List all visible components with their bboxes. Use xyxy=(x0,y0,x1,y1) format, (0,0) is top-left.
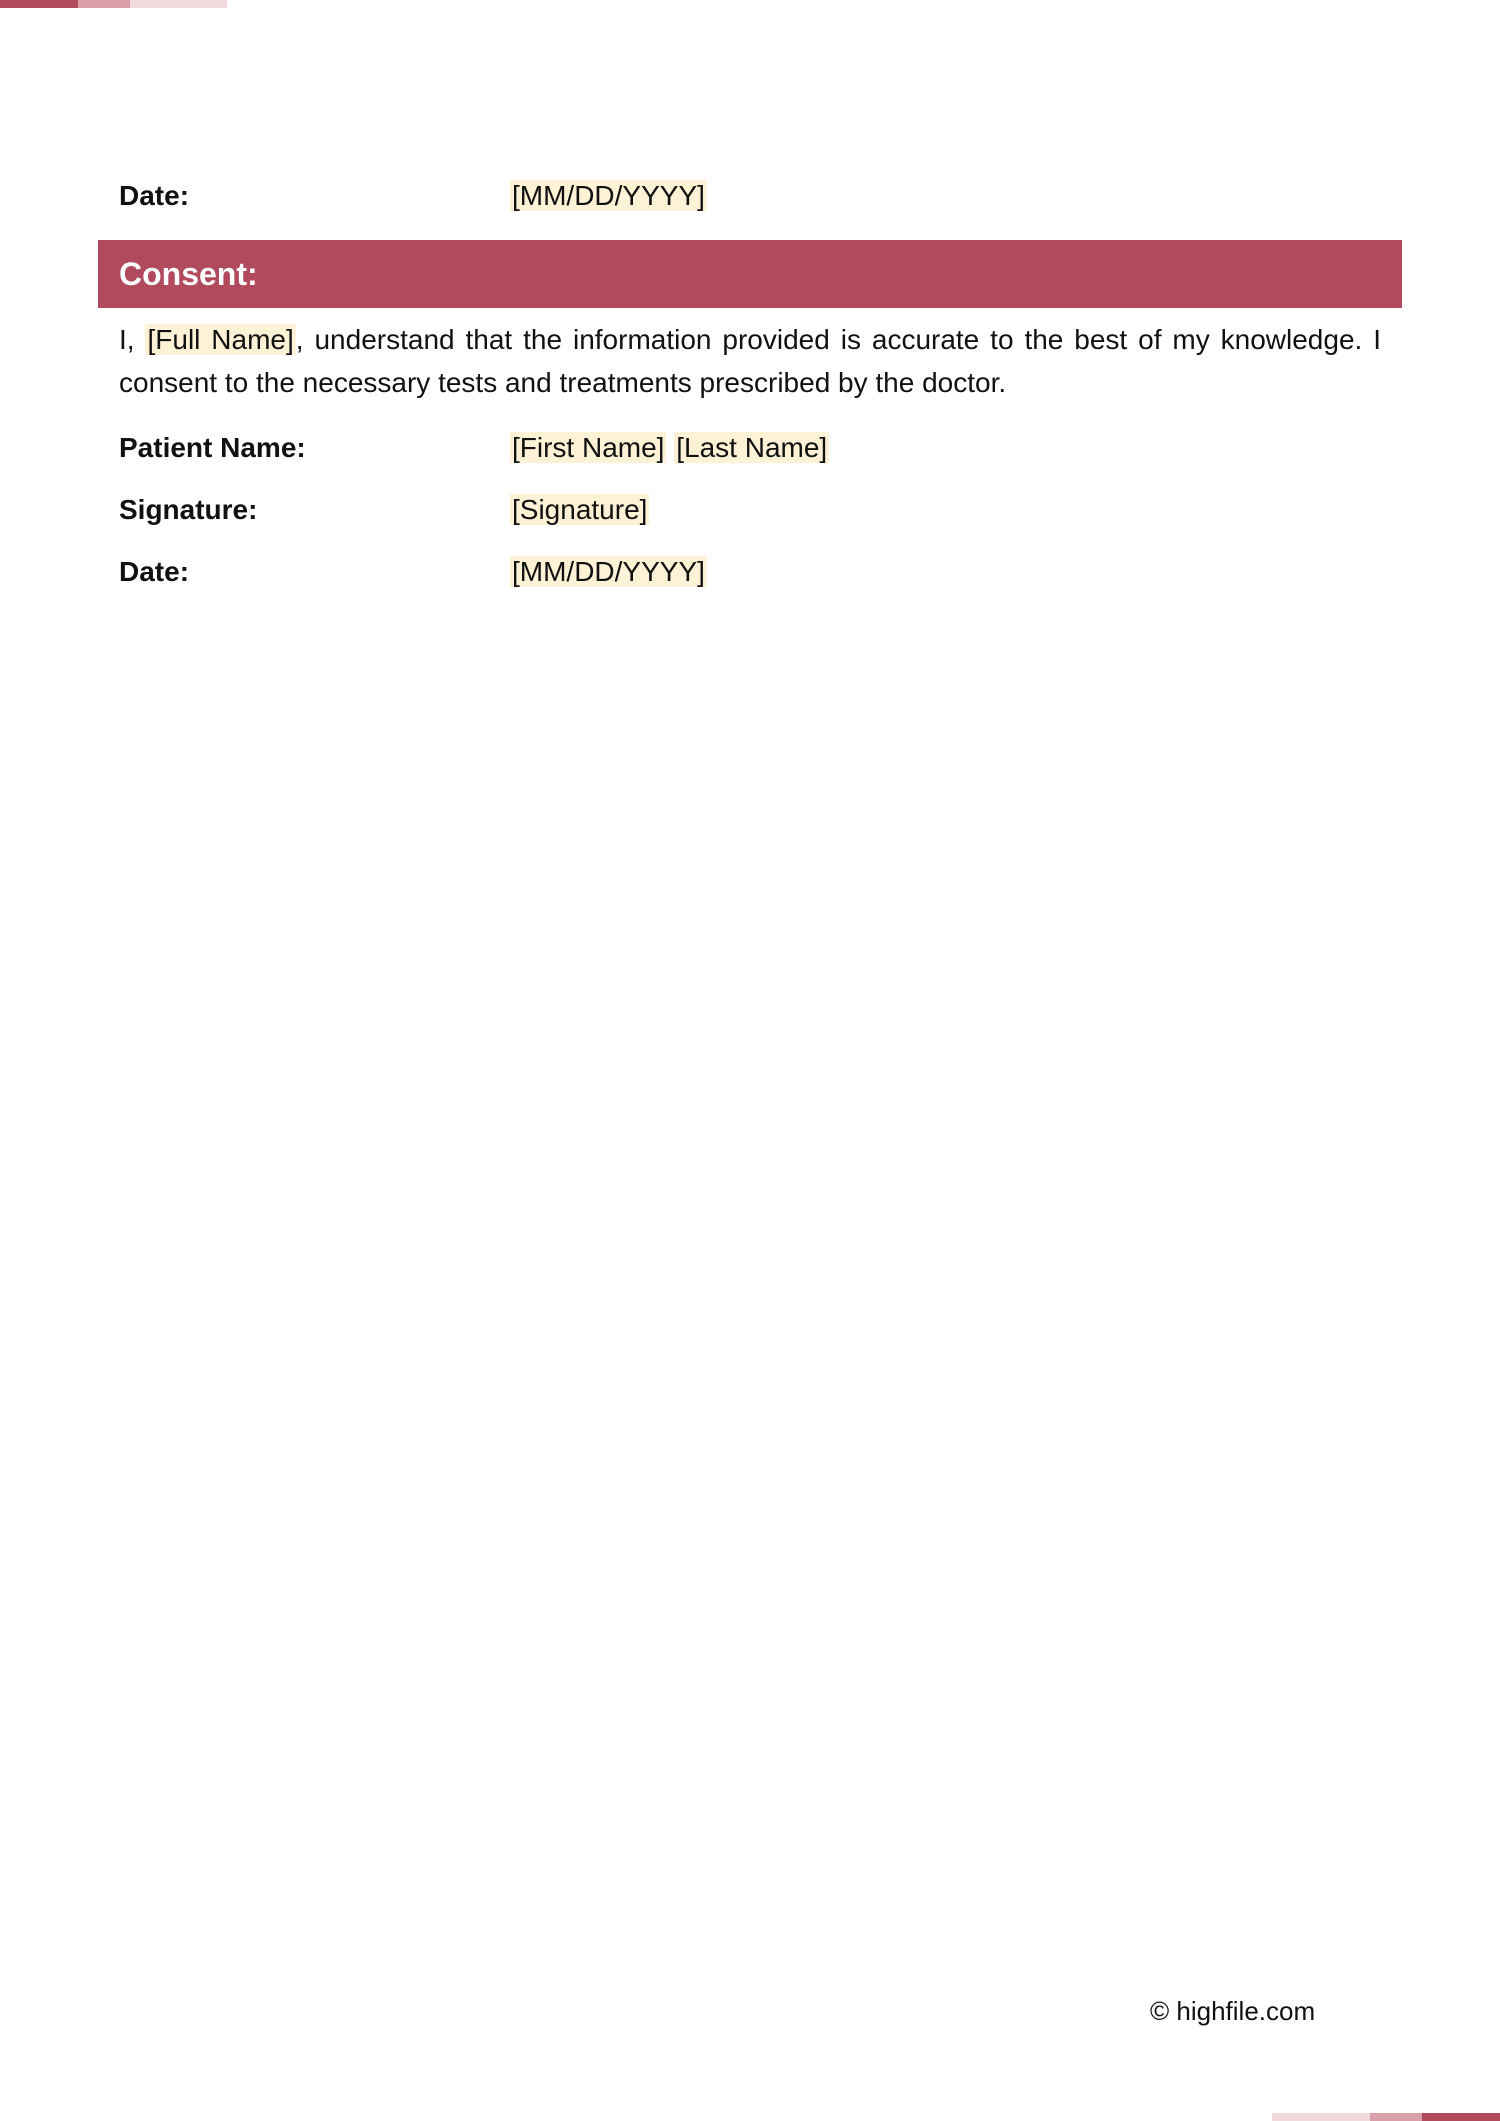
consent-date-label: Date: xyxy=(119,556,190,587)
top-stripe-mid xyxy=(78,0,130,8)
date-label: Date: xyxy=(119,180,190,211)
first-name-placeholder[interactable]: [First Name] xyxy=(512,432,665,463)
full-name-placeholder[interactable]: [Full Name] xyxy=(147,324,294,355)
top-stripe-light xyxy=(130,0,227,8)
date-value xyxy=(510,176,707,216)
signature-value xyxy=(510,490,649,530)
bottom-stripe-light xyxy=(1272,2113,1370,2121)
consent-date-placeholder[interactable]: [MM/DD/YYYY] xyxy=(512,556,705,587)
bottom-stripe-dark xyxy=(1422,2113,1500,2121)
patient-name-row xyxy=(98,422,1402,484)
consent-paragraph xyxy=(98,308,1402,404)
copyright-footer: © highfile.com xyxy=(1150,1996,1316,2026)
consent-text-prefix: I, xyxy=(119,324,146,355)
signature-label: Signature: xyxy=(119,494,258,525)
date-placeholder[interactable]: [MM/DD/YYYY] xyxy=(512,180,705,211)
signature-row xyxy=(98,484,1402,546)
consent-date-value xyxy=(510,552,707,592)
consent-fields xyxy=(98,422,1402,608)
top-stripe-dark xyxy=(0,0,78,8)
consent-date-row xyxy=(98,546,1402,608)
form-content xyxy=(98,170,1402,608)
consent-text-rest: , understand that the information provided is accurate to the best of my knowledge. I consent to the necessary tests and treatments prescribed by the doctor. xyxy=(119,324,1381,398)
signature-placeholder[interactable]: [Signature] xyxy=(512,494,648,525)
last-name-placeholder[interactable]: [Last Name] xyxy=(676,432,828,463)
bottom-stripe-mid xyxy=(1370,2113,1422,2121)
patient-name-label: Patient Name: xyxy=(119,432,306,463)
consent-section-header: Consent: xyxy=(98,240,1402,308)
patient-name-value xyxy=(510,428,829,468)
date-row xyxy=(98,170,1402,232)
